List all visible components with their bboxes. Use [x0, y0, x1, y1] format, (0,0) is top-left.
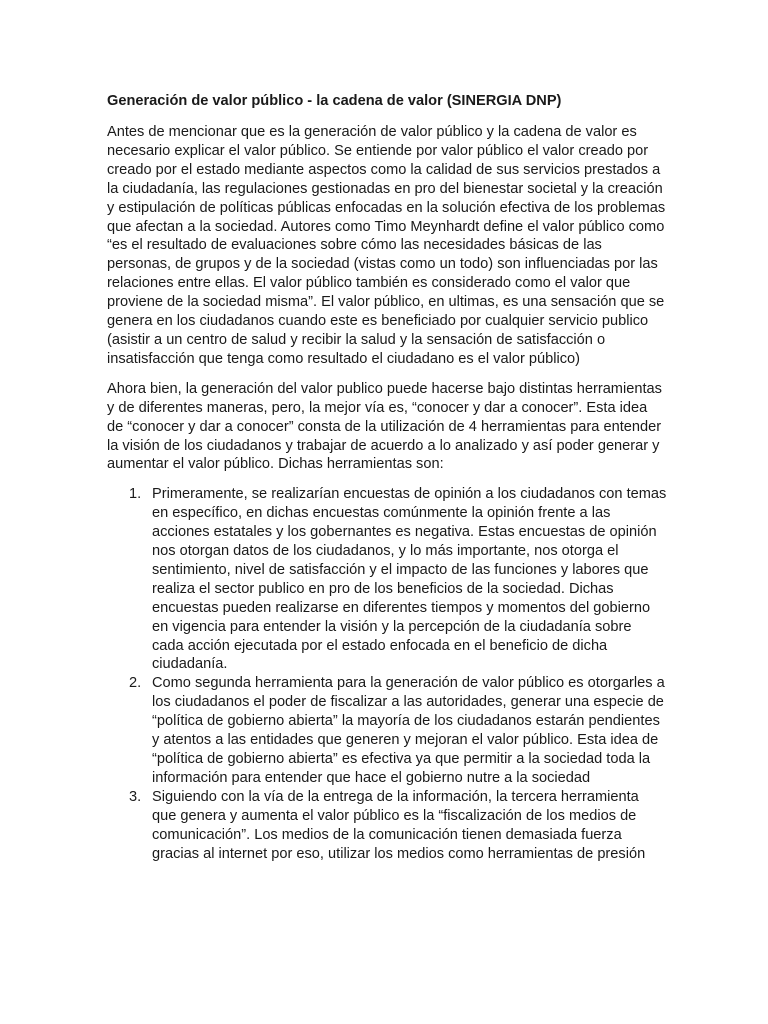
paragraph-intro: Antes de mencionar que es la generación de valor público y la cadena de valor es necesario explicar el valor público. Se entiende por valor público el valor creado por creado por el estado mediante aspectos como la calidad de sus servicios prestados a la ciudadanía, las regulaciones gestionadas en pro del bienestar societal y la creación y estipulación de políticas públicas enfocadas en la solución efectiva de los problemas que afectan a la sociedad. Autores como Timo Meynhardt define el valor público como “es el resultado de evaluaciones sobre cómo las necesidades básicas de las personas, de grupos y de la sociedad (vistas como un todo) son influenciadas por las relaciones entre ellas. El valor público también es considerado como el valor que proviene de la sociedad misma”. El valor público, en ultimas, es una sensación que se genera en los ciudadanos cuando este es beneficiado por cualquier servicio publico (asistir a un centro de salud y recibir la salud y la sensación de satisfacción o insatisfacción que tenga como resultado el ciudadano es el valor público) [107, 124, 666, 367]
paragraph-tools: Ahora bien, la generación del valor publico puede hacerse bajo distintas herramientas y de diferentes maneras, pero, la mejor vía es, “conocer y dar a conocer”. Esta idea de “conocer y dar a conocer” consta de la utilización de 4 herramientas para entender la visión de los ciudadanos y trabajar de acuerdo a lo analizado y así poder generar y aumentar el valor público. Dichas herramientas son: [107, 380, 662, 473]
list-item-text: Primeramente, se realizarían encuestas de opinión a los ciudadanos con temas en específico, en dichas encuestas comúnmente la opinión frente a las acciones estatales y los gobernantes es negativa. Estas encuestas de opinión nos otorgan datos de los ciudadanos, y lo más importante, nos otorga el sentimiento, nivel de satisfacción y el impacto de las funciones y labores que realiza el sector publico en pro de los beneficios de la sociedad. Dichas encuestas pueden realizarse en diferentes tiempos y momentos del gobierno en vigencia para entender la visión y la percepción de la ciudadanía sobre cada acción ejecutada por el estado enfocada en el beneficio de dicha ciudadanía. [152, 486, 667, 673]
list-item [107, 485, 667, 674]
list-item-number: 1. [129, 486, 142, 503]
list-item-text: Como segunda herramienta para la generación de valor público es otorgarles a los ciudadanos el poder de fiscalizar a las autoridades, generar una especie de “política de gobierno abierta” la mayoría de los ciudadanos estarán pendientes y atentos a las entidades que generen y mejoran el valor público. Esta idea de “política de gobierno abierta” es efectiva ya que permitir a la sociedad toda la información para entender que hace el gobierno nutre a la sociedad [152, 675, 665, 786]
list-item-number: 3. [129, 788, 142, 805]
document-page [107, 92, 667, 863]
document-title: Generación de valor público - la cadena de valor (SINERGIA DNP) [107, 93, 562, 109]
list-item-number: 2. [129, 675, 142, 692]
list-item [107, 788, 667, 864]
list-item-text: Siguiendo con la vía de la entrega de la información, la tercera herramienta que genera y aumenta el valor público es la “fiscalización de los medios de comunicación”. Los medios de la comunicación tienen demasiada fuerza gracias al internet por eso, utilizar los medios como herramientas de presión [152, 788, 646, 862]
tools-list [107, 485, 667, 863]
list-item [107, 674, 667, 787]
